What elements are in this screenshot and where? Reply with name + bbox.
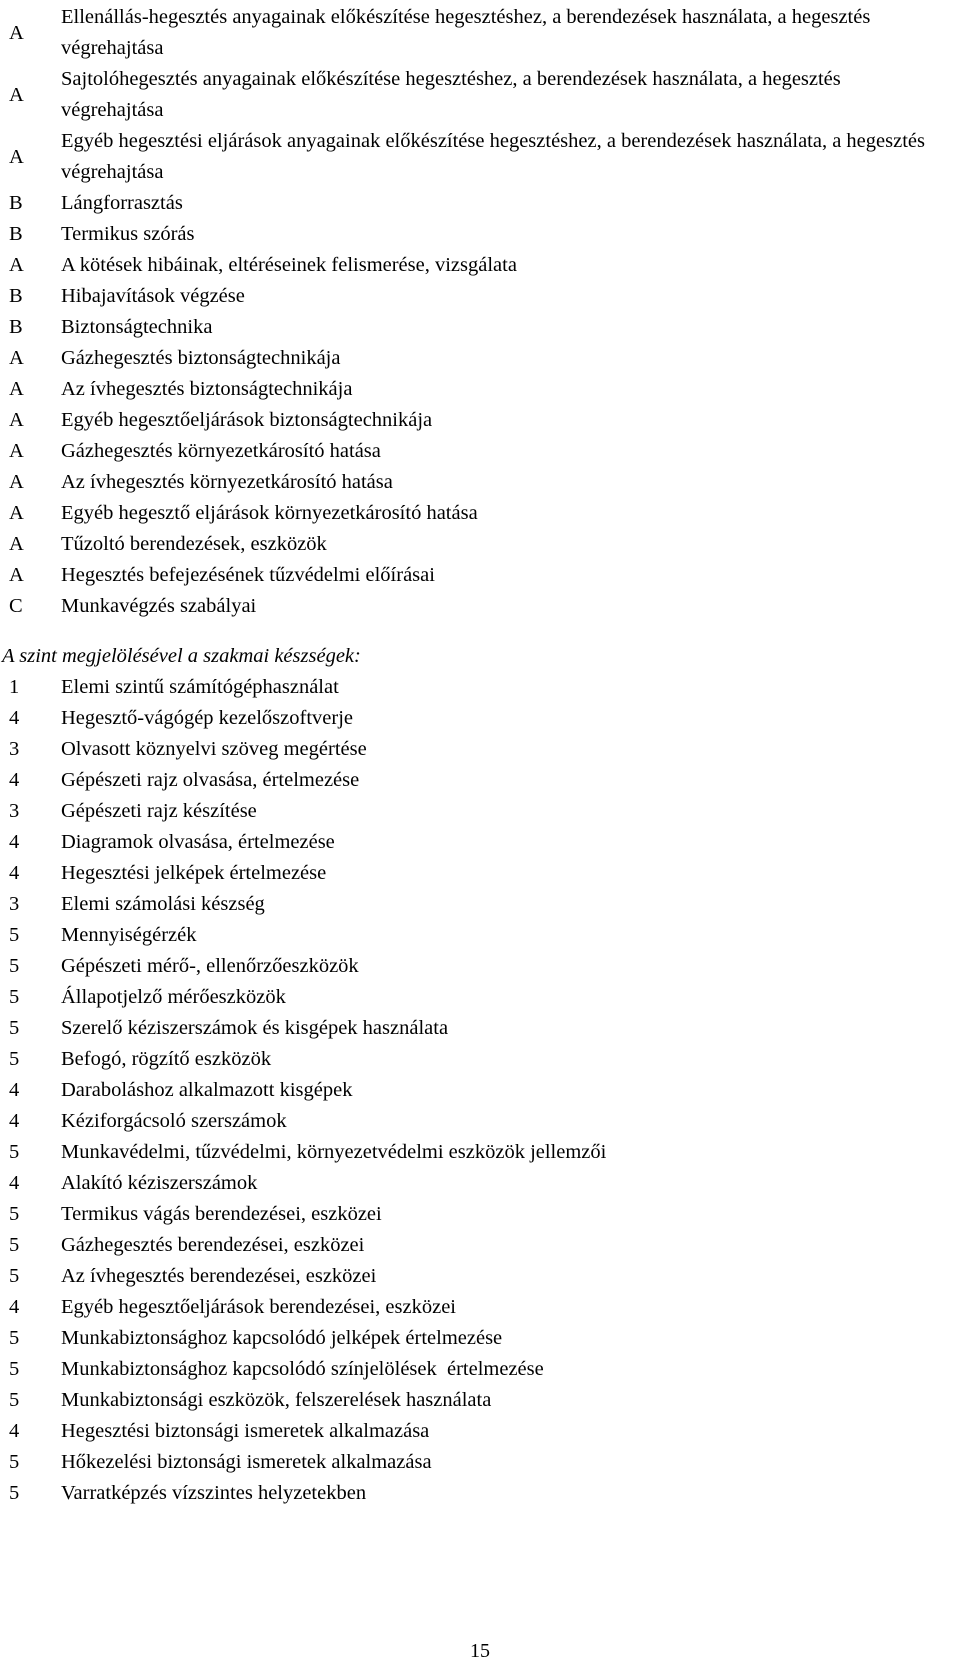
list-item (0, 498, 960, 529)
skills-list (0, 672, 960, 1509)
level-label: 5 (9, 1203, 20, 1225)
list-item (0, 188, 960, 219)
item-text: Hegesztő-vágógép kezelőszoftverje (61, 707, 353, 729)
level-label: A (9, 533, 24, 555)
item-text: Munkavédelmi, tűzvédelmi, környezetvédelmi eszközök jellemzői (61, 1141, 607, 1163)
item-text: Gázhegesztés biztonságtechnikája (61, 347, 341, 369)
item-text: Kéziforgácsoló szerszámok (61, 1110, 287, 1132)
item-text: Hőkezelési biztonsági ismeretek alkalmazása (61, 1451, 432, 1473)
level-label: 4 (9, 1420, 20, 1442)
page-number: 15 (470, 1640, 490, 1662)
level-label: 5 (9, 1017, 20, 1039)
list-item (0, 219, 960, 250)
document-page (0, 2, 960, 1509)
item-text: Mennyiségérzék (61, 924, 197, 946)
item-text: Befogó, rögzítő eszközök (61, 1048, 272, 1070)
level-label: A (9, 564, 24, 586)
level-label: A (9, 347, 24, 369)
list-item (0, 982, 960, 1013)
list-item (0, 734, 960, 765)
level-label: B (9, 316, 23, 338)
level-label: B (9, 192, 23, 214)
item-text: Egyéb hegesztő eljárások környezetkárosító hatása (61, 502, 478, 524)
level-label: 4 (9, 1172, 20, 1194)
level-label: 5 (9, 1141, 20, 1163)
list-item (0, 1385, 960, 1416)
item-text: Elemi szintű számítógéphasználat (61, 676, 339, 698)
level-label: A (9, 21, 24, 44)
item-text: Munkabiztonsághoz kapcsolódó jelképek értelmezése (61, 1327, 503, 1349)
item-text: Elemi számolási készség (61, 893, 265, 915)
level-label: 5 (9, 1389, 20, 1411)
item-text: Egyéb hegesztőeljárások biztonságtechnikája (61, 409, 433, 431)
item-text: Munkabiztonsági eszközök, felszerelések használata (61, 1389, 492, 1411)
level-label: B (9, 285, 23, 307)
list-item (0, 343, 960, 374)
list-item (0, 858, 960, 889)
list-item (0, 374, 960, 405)
skills-section-title: A szint megjelölésével a szakmai készségek: (2, 645, 361, 667)
item-text: Gépészeti rajz olvasása, értelmezése (61, 769, 360, 791)
item-text: Hegesztési jelképek értelmezése (61, 862, 327, 884)
level-label: A (9, 83, 24, 106)
item-text: Hibajavítások végzése (61, 285, 245, 307)
list-item (0, 1323, 960, 1354)
level-label: C (9, 595, 23, 617)
list-item (0, 1137, 960, 1168)
list-item (0, 1013, 960, 1044)
level-label: A (9, 502, 24, 524)
item-text: Varratképzés vízszintes helyzetekben (61, 1482, 367, 1504)
level-label: 5 (9, 1265, 20, 1287)
list-item (0, 405, 960, 436)
item-text: Gázhegesztés környezetkárosító hatása (61, 440, 381, 462)
list-item (0, 467, 960, 498)
list-item (0, 591, 960, 622)
level-label: 5 (9, 1234, 20, 1256)
list-item (0, 1354, 960, 1385)
item-text: Az ívhegesztés biztonságtechnikája (61, 378, 353, 400)
item-text: Állapotjelző mérőeszközök (61, 986, 286, 1008)
item-text: Termikus szórás (61, 223, 195, 245)
list-item (0, 703, 960, 734)
item-text: Munkabiztonsághoz kapcsolódó színjelölések értelmezése (61, 1358, 544, 1380)
level-label: 4 (9, 831, 20, 853)
list-item (0, 1044, 960, 1075)
level-label: A (9, 440, 24, 462)
level-label: 3 (9, 738, 20, 760)
list-item (0, 1168, 960, 1199)
list-item (0, 126, 960, 188)
list-item (0, 1478, 960, 1509)
level-label: 4 (9, 769, 20, 791)
level-label: B (9, 223, 23, 245)
level-label: 5 (9, 1358, 20, 1380)
list-item (0, 672, 960, 703)
level-label: A (9, 254, 24, 276)
list-item (0, 529, 960, 560)
list-item (0, 436, 960, 467)
list-item (0, 796, 960, 827)
list-item (0, 560, 960, 591)
level-label: 1 (9, 676, 20, 698)
topics-list (0, 2, 960, 622)
list-item (0, 920, 960, 951)
level-label: 5 (9, 1482, 20, 1504)
item-text: Hegesztési biztonsági ismeretek alkalmazása (61, 1420, 430, 1442)
item-text: Gépészeti mérő-, ellenőrzőeszközök (61, 955, 359, 977)
level-label: 5 (9, 1451, 20, 1473)
list-item (0, 1292, 960, 1323)
list-item (0, 765, 960, 796)
level-label: 5 (9, 924, 20, 946)
level-label: 4 (9, 862, 20, 884)
item-text: Egyéb hegesztőeljárások berendezései, eszközei (61, 1296, 456, 1318)
list-item (0, 951, 960, 982)
item-text: Alakító kéziszerszámok (61, 1172, 258, 1194)
item-text: Tűzoltó berendezések, eszközök (61, 533, 327, 555)
level-label: A (9, 409, 24, 431)
list-item (0, 1261, 960, 1292)
item-text: Daraboláshoz alkalmazott kisgépek (61, 1079, 353, 1101)
list-item (0, 827, 960, 858)
level-label: 4 (9, 1079, 20, 1101)
list-item (0, 1447, 960, 1478)
item-text: Lángforrasztás (61, 192, 183, 214)
item-text: Hegesztés befejezésének tűzvédelmi előírásai (61, 564, 435, 586)
item-text: Diagramok olvasása, értelmezése (61, 831, 335, 853)
list-item (0, 64, 960, 126)
item-text: Termikus vágás berendezései, eszközei (61, 1203, 382, 1225)
level-label: A (9, 471, 24, 493)
list-item (0, 312, 960, 343)
level-label: 5 (9, 1048, 20, 1070)
item-text: Egyéb hegesztési eljárások anyagainak előkészítése hegesztéshez, a berendezések használata, a hegesztés végrehajtása (61, 130, 925, 183)
list-item (0, 250, 960, 281)
level-label: 4 (9, 1296, 20, 1318)
level-label: A (9, 145, 24, 168)
list-item (0, 1106, 960, 1137)
level-label: 5 (9, 986, 20, 1008)
item-text: Az ívhegesztés környezetkárosító hatása (61, 471, 393, 493)
item-text: Gázhegesztés berendezései, eszközei (61, 1234, 365, 1256)
list-item (0, 1075, 960, 1106)
list-item (0, 1416, 960, 1447)
item-text: Sajtolóhegesztés anyagainak előkészítése hegesztéshez, a berendezések használata, a hegesztés végrehajtása (61, 68, 841, 121)
level-label: 3 (9, 800, 20, 822)
item-text: Biztonságtechnika (61, 316, 213, 338)
level-label: 4 (9, 707, 20, 729)
list-item (0, 281, 960, 312)
item-text: Gépészeti rajz készítése (61, 800, 257, 822)
level-label: 3 (9, 893, 20, 915)
list-item (0, 889, 960, 920)
item-text: Szerelő kéziszerszámok és kisgépek használata (61, 1017, 449, 1039)
item-text: A kötések hibáinak, eltéréseinek felismerése, vizsgálata (61, 254, 517, 276)
level-label: 5 (9, 955, 20, 977)
item-text: Munkavégzés szabályai (61, 595, 257, 617)
list-item (0, 2, 960, 64)
list-item (0, 1230, 960, 1261)
item-text: Ellenállás-hegesztés anyagainak előkészítése hegesztéshez, a berendezések használata, a hegesztés végrehajtása (61, 6, 871, 59)
level-label: A (9, 378, 24, 400)
list-item (0, 1199, 960, 1230)
level-label: 5 (9, 1327, 20, 1349)
item-text: Az ívhegesztés berendezései, eszközei (61, 1265, 377, 1287)
level-label: 4 (9, 1110, 20, 1132)
item-text: Olvasott köznyelvi szöveg megértése (61, 738, 367, 760)
